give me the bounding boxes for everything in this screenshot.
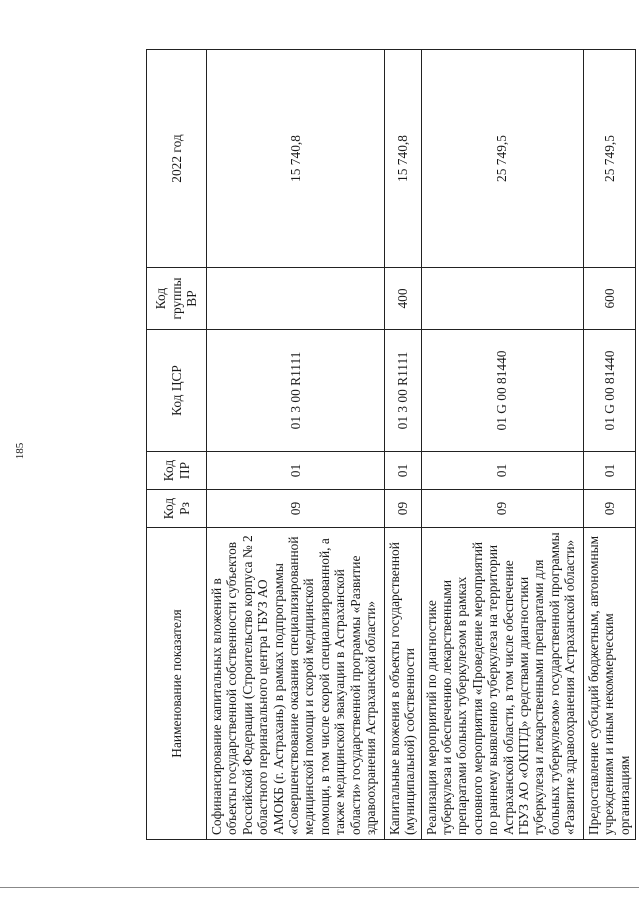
row-amount: 15 740,8	[384, 50, 421, 268]
row-amount: 25 749,5	[421, 50, 583, 268]
row-name: Софинансирование капитальных вложений в объекты государственной собственности субъектов Российской Федерации (Строительство корпуса № 2 областного перинатального центра ГБУЗ АО АМОКБ (г. Астрахань) в рамках подпрограммы «Совершенствование оказания специализированной медицинской помощи и скорой медицинской помощи, в том числе скорой специализированной, а также медицинской эвакуации в Астраханской области» государственной программы «Развитие здравоохранения Астраханской области»	[207, 528, 385, 840]
table-row	[384, 50, 421, 840]
row-csr: 01 G 00 81440	[583, 330, 635, 452]
row-amount: 15 740,8	[207, 50, 385, 268]
rotated-table	[146, 50, 636, 840]
table-row	[207, 50, 385, 840]
row-vr: 600	[583, 268, 635, 330]
row-pr: 01	[207, 452, 385, 490]
page-number: 185	[14, 442, 26, 460]
row-csr: 01 G 00 81440	[421, 330, 583, 452]
row-name: Капитальные вложения в объекты государственной (муниципальной) собственности	[384, 528, 421, 840]
header-rz: Код Рз	[147, 490, 207, 528]
table-row	[421, 50, 583, 840]
row-rz: 09	[583, 490, 635, 528]
row-name: Реализация мероприятий по диагностике туберкулеза и обеспечению лекарственными препаратами больных туберкулезом в рамках основного мероприятия «Проведение мероприятий по раннему выявлению туберкулеза на территории Астраханской области, в том числе обеспечение ГБУЗ АО «ОКПТД» средствами диагностики туберкулеза и лекарственными препаратами для больных туберкулезом» государственной программы «Развитие здравоохранения Астраханской области»	[421, 528, 583, 840]
row-pr: 01	[421, 452, 583, 490]
page-bottom-rule	[0, 887, 639, 888]
header-vr: Код группы ВР	[147, 268, 207, 330]
row-rz: 09	[421, 490, 583, 528]
row-pr: 01	[384, 452, 421, 490]
row-pr: 01	[583, 452, 635, 490]
budget-table	[146, 49, 636, 840]
row-csr: 01 3 00 R1111	[384, 330, 421, 452]
header-row	[147, 50, 207, 840]
header-pr: Код ПР	[147, 452, 207, 490]
header-csr: Код ЦСР	[147, 330, 207, 452]
header-year: 2022 год	[147, 50, 207, 268]
header-name: Наименование показателя	[147, 528, 207, 840]
row-csr: 01 3 00 R1111	[207, 330, 385, 452]
row-amount: 25 749,5	[583, 50, 635, 268]
row-name: Предоставление субсидий бюджетным, автономным учреждениям и иным некоммерческим организациям	[583, 528, 635, 840]
row-rz: 09	[384, 490, 421, 528]
table-row	[583, 50, 635, 840]
row-vr	[207, 268, 385, 330]
row-rz: 09	[207, 490, 385, 528]
row-vr: 400	[384, 268, 421, 330]
row-vr	[421, 268, 583, 330]
